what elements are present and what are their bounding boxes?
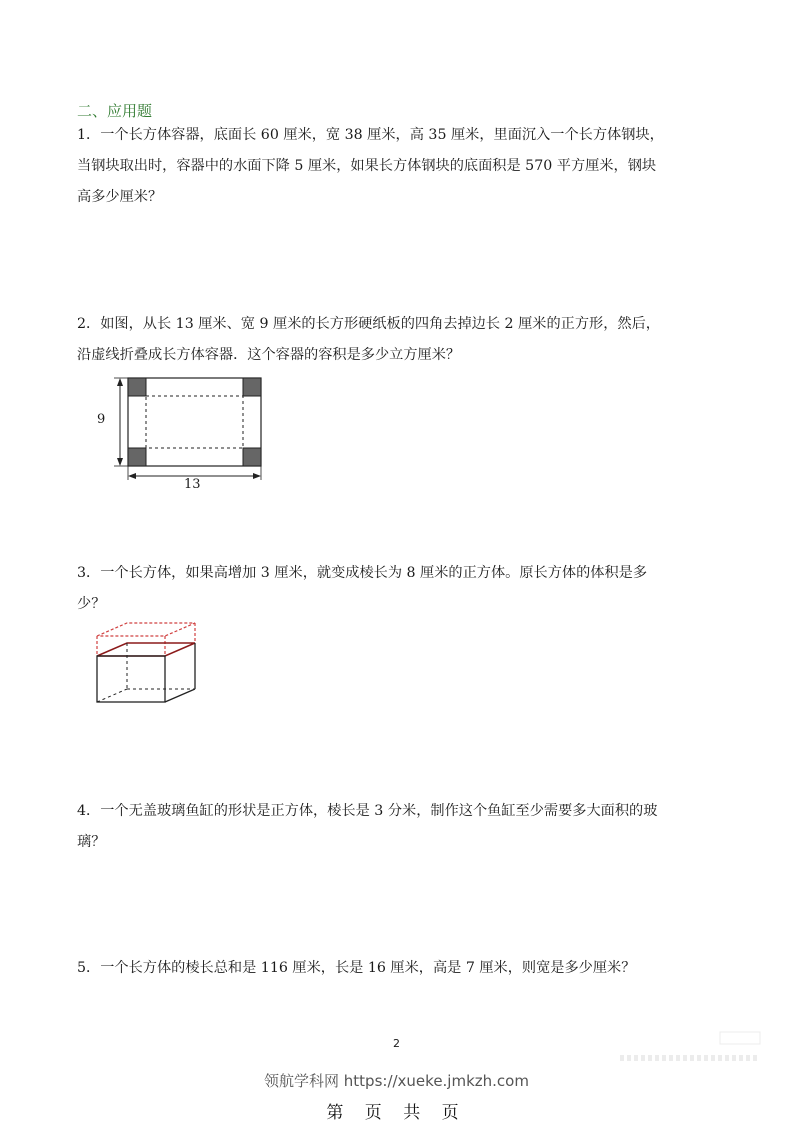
original-top-face — [97, 643, 195, 656]
question-1-line-2: 当钢块取出时，容器中的水面下降 5 厘米，如果长方体钢块的底面积是 570 平方厘米，钢块 — [77, 158, 657, 174]
section-title: 二、应用题 — [77, 102, 153, 120]
question-3-line-1: 3．一个长方体，如果高增加 3 厘米，就变成棱长为 8 厘米的正方体。原长方体的体积是多 — [77, 565, 648, 581]
cardboard-outline — [128, 378, 261, 466]
corner-square-top-left — [128, 378, 146, 396]
question-4-line-2: 璃？ — [77, 834, 106, 850]
height-label: 9 — [97, 412, 106, 427]
corner-square-top-right — [243, 378, 261, 396]
question-4-line-1: 4．一个无盖玻璃鱼缸的形状是正方体，棱长是 3 分米，制作这个鱼缸至少需要多大面积的玻 — [77, 803, 658, 819]
question-1 — [77, 120, 737, 213]
cube-extension — [97, 623, 195, 656]
corner-square-bottom-left — [128, 448, 146, 466]
cuboid-figure — [90, 616, 202, 708]
page-number: 2 — [393, 1037, 400, 1050]
question-5 — [77, 953, 737, 984]
question-4 — [77, 796, 737, 858]
question-3 — [77, 558, 737, 620]
hidden-edges — [97, 643, 195, 702]
corner-square-bottom-right — [243, 448, 261, 466]
front-face — [97, 656, 165, 702]
question-3-line-2: 少？ — [77, 596, 106, 612]
question-2-line-2: 沿虚线折叠成长方体容器．这个容器的容积是多少立方厘米？ — [77, 347, 461, 363]
question-1-line-1: 1．一个长方体容器，底面长 60 厘米，宽 38 厘米，高 35 厘米，里面沉入一个长方体钢块， — [77, 127, 664, 143]
question-2-line-1: 2．如图，从长 13 厘米、宽 9 厘米的长方形硬纸板的四角去掉边长 2 厘米的正方形，然后， — [77, 316, 660, 332]
width-label: 13 — [184, 477, 201, 492]
fold-lines — [146, 396, 243, 448]
question-2 — [77, 309, 737, 371]
footer-pages: 第 页 共 页 — [326, 1103, 467, 1123]
question-5-line-1: 5．一个长方体的棱长总和是 116 厘米，长是 16 厘米，高是 7 厘米，则宽是多少厘米？ — [77, 960, 636, 976]
watermark-logo — [610, 1030, 770, 1070]
footer-site: 领航学科网 https://xueke.jmkzh.com — [264, 1072, 529, 1090]
question-1-line-3: 高多少厘米？ — [77, 189, 163, 205]
